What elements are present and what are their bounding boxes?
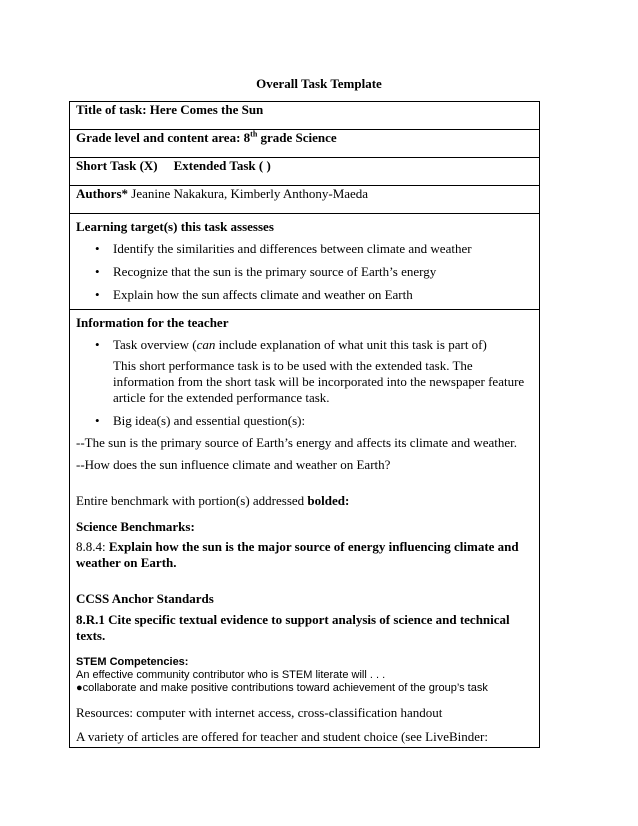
big-idea-item: • Big idea(s) and essential question(s): xyxy=(95,413,306,428)
stem-competencies xyxy=(76,656,533,695)
stem-line: ●collaborate and make positive contributions toward achievement of the group’s task xyxy=(76,682,488,694)
learning-targets-heading: Learning target(s) this task assesses xyxy=(76,219,274,234)
learning-target-item: • Explain how the sun affects climate and weather on Earth xyxy=(95,287,413,302)
grade-prefix: Grade level and content area: 8 xyxy=(76,130,251,145)
science-benchmarks-heading: Science Benchmarks: xyxy=(76,519,195,534)
task-overview-text: This short performance task is to be used with the extended task. The information from the short task will be incorporated into the newspaper feature article for the extended performance task. xyxy=(113,358,525,405)
learning-targets-list xyxy=(76,241,533,303)
row-teacher-info xyxy=(70,310,540,748)
teacher-info-heading: Information for the teacher xyxy=(76,315,229,330)
teacher-info-cell xyxy=(70,310,540,748)
title-of-task: Title of task: Here Comes the Sun xyxy=(70,102,540,130)
authors-label: Authors* xyxy=(76,186,129,201)
essential-statement: --The sun is the primary source of Earth’s energy and affects its climate and weather. xyxy=(76,435,518,450)
bullet-icon: • xyxy=(95,413,100,428)
articles-text: A variety of articles are offered for teacher and student choice (see LiveBinder: xyxy=(76,729,488,744)
task-template-table xyxy=(69,101,540,748)
learning-targets-cell xyxy=(70,214,540,310)
row-title-of-task xyxy=(70,102,540,130)
grade-superscript: th xyxy=(250,129,258,139)
extended-task-label: Extended Task ( ) xyxy=(173,158,271,173)
bullet-icon: • xyxy=(95,241,100,256)
teacher-info-list xyxy=(76,337,533,353)
stem-line: An effective community contributor who is STEM literate will . . . xyxy=(76,669,386,681)
ccss-heading: CCSS Anchor Standards xyxy=(76,591,214,606)
science-benchmark-text: 8.8.4: Explain how the sun is the major source of energy influencing climate and weather on Earth. xyxy=(76,539,519,570)
row-authors xyxy=(70,186,540,214)
learning-target-item: • Identify the similarities and differences between climate and weather xyxy=(95,241,472,256)
row-grade-level xyxy=(70,130,540,158)
grade-level-cell xyxy=(70,130,540,158)
grade-suffix: grade Science xyxy=(257,130,337,145)
row-learning-targets xyxy=(70,214,540,310)
ccss-text: 8.R.1 Cite specific textual evidence to support analysis of science and technical texts. xyxy=(76,612,510,643)
row-task-type xyxy=(70,158,540,186)
authors-cell xyxy=(70,186,540,214)
task-overview-item: • Task overview (can include explanation of what unit this task is part of) xyxy=(95,337,487,352)
task-type-cell xyxy=(70,158,540,186)
essential-question: --How does the sun influence climate and weather on Earth? xyxy=(76,457,391,472)
bullet-icon: • xyxy=(95,264,100,279)
authors-names: Jeanine Nakakura, Kimberly Anthony-Maeda xyxy=(128,186,369,201)
short-task-label: Short Task (X) xyxy=(76,158,158,173)
big-idea-list xyxy=(76,413,533,429)
learning-target-item: • Recognize that the sun is the primary source of Earth’s energy xyxy=(95,264,437,279)
bullet-icon: • xyxy=(95,287,100,302)
bullet-icon: • xyxy=(95,337,100,352)
benchmark-intro: Entire benchmark with portion(s) addressed bolded: xyxy=(76,493,350,508)
resources-text: Resources: computer with internet access, cross-classification handout xyxy=(76,705,443,720)
stem-heading: STEM Competencies: xyxy=(76,656,189,668)
document-title: Overall Task Template xyxy=(256,76,382,91)
